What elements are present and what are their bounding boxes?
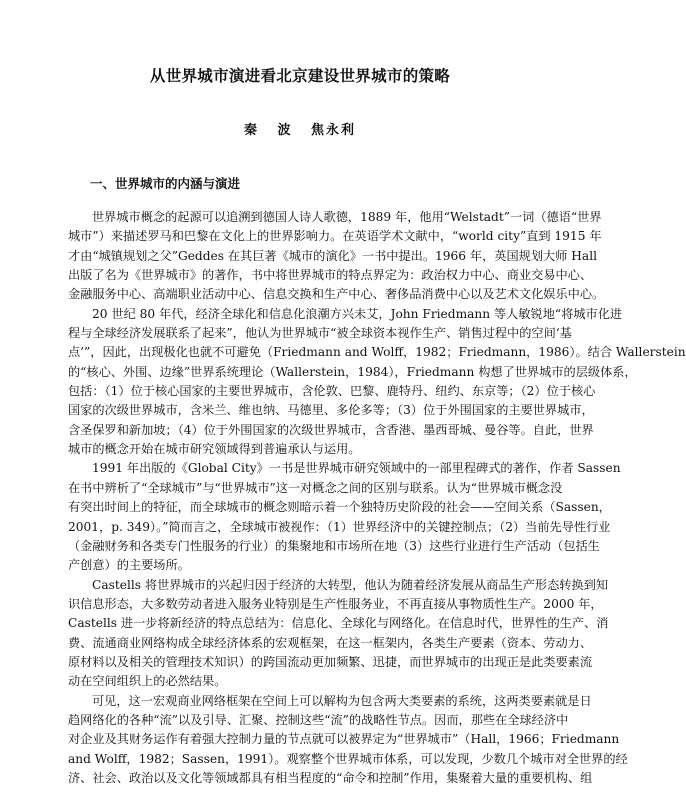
text-line: 可见，这一宏观商业网络框架在空间上可以解构为包含两大类要素的系统，这两类要素就是日 — [92, 693, 592, 708]
text-line: 含圣保罗和新加坡；（4）位于外围国家的次级世界城市，含香港、墨西哥城、曼谷等。自此，世界 — [68, 422, 594, 437]
body-text — [68, 208, 686, 788]
section-heading: 一、世界城市的内涵与演进 — [90, 176, 241, 191]
text-line: 济、社会、政治以及文化等领域都具有相当程度的“命令和控制”作用，集聚着大量的重要机构、组 — [68, 770, 593, 785]
paragraph — [68, 576, 609, 692]
text-line: 有突出时间上的特征，而全球城市的概念则暗示着一个独特历史阶段的社会——空间关系（Sassen， — [68, 500, 611, 515]
text-line: 趋网络化的各种“流”以及引导、汇聚、控制这些“流”的战略性节点。因而，那些在全球经济中 — [68, 712, 569, 727]
text-line: 点’”，因此，出现极化也就不可避免（Friedmann and Wolff，1982；Friedmann，1986）。结合 Wallerstein — [68, 345, 686, 360]
text-line: and Wolff，1982；Sassen，1991）。观察整个世界城市体系，可以发现，少数几个城市对全世界的经 — [68, 751, 628, 766]
text-line: 原材料以及相关的管理技术知识）的跨国流动更加频繁、迅捷，而世界城市的出现正是此类要素流 — [68, 654, 593, 669]
text-line: 的“核心、外围、边缘”世界系统理论（Wallerstein，1984），Friedmann 构想了世界城市的层级体系， — [68, 364, 637, 379]
text-line: Castells 进一步将新经济的特点总结为：信息化、全球化与网络化。在信息时代，世界性的生产、消 — [68, 616, 609, 631]
text-line: 包括：（1）位于核心国家的主要世界城市，含伦敦、巴黎、鹿特丹、纽约、东京等；（2）位于核心 — [68, 384, 596, 399]
paragraph — [68, 208, 605, 305]
text-line: 20 世纪 80 年代，经济全球化和信息化浪潮方兴未艾，John Friedmann 等人敏锐地“将城市化进 — [92, 306, 623, 321]
text-line: 金融服务中心、高端职业活动中心、信息交换和生产中心、奢侈品消费中心以及艺术文化娱乐中心。 — [68, 287, 605, 302]
paragraph — [68, 459, 621, 575]
text-line: 世界城市概念的起源可以追溯到德国人诗人歌德，1889 年，他用“Welstadt”一词（德语“世界 — [92, 210, 602, 224]
text-line: （金融财务和各类专门性服务的行业）的集聚地和市场所在地（3）这些行业进行生产活动（包括生 — [68, 538, 600, 553]
text-line: 才由“城镇规划之父”Geddes 在其巨著《城市的演化》一书中提出。1966 年，英国规划大师 Hall — [68, 248, 597, 263]
text-line: 国家的次级世界城市，含米兰、维也纳、马德里、多伦多等；（3）位于外围国家的主要世界城市， — [68, 403, 594, 418]
text-line: 出版了名为《世界城市》的著作，书中将世界城市的特点界定为：政治权力中心、商业交易中心、 — [68, 268, 593, 283]
authors: 秦 波 焦永利 — [243, 123, 357, 138]
text-line: 2001，p. 349）。”简而言之，全球城市被视作：（1）世界经济中的关键控制点；（2）当前先导性行业 — [68, 519, 611, 534]
text-line: 产创意）的主要场所。 — [68, 558, 190, 573]
text-line: 程与全球经济发展联系了起来”，他认为世界城市“被全球资本视作生产、销售过程中的空间‘基 — [68, 326, 572, 341]
text-line: 城市的概念开始在城市研究领域得到普遍承认与运用。 — [68, 442, 361, 457]
paragraph — [68, 692, 628, 789]
text-line: Castells 将世界城市的兴起归因于经济的大转型，他认为随着经济发展从商品生产形态转换到知 — [92, 577, 609, 592]
text-line: 费、流通商业网络构成全球经济体系的宏观框架，在这一框架内，各类生产要素（资本、劳动力、 — [68, 635, 593, 650]
text-line: 在书中辨析了“全球城市”与“世界城市”这一对概念之间的区别与联系。认为“世界城市概念没 — [68, 480, 563, 495]
text-line: 动在空间组织上的必然结果。 — [68, 674, 227, 689]
text-line: 城市”）来描述罗马和巴黎在文化上的世界影响力。在英语学术文献中，“world city”直到 1915 年 — [68, 229, 602, 244]
paragraph — [68, 305, 686, 460]
text-line: 1991 年出版的《Global City》一书是世界城市研究领域中的一部里程碑式的著作，作者 Sassen — [92, 461, 621, 476]
paper-title: 从世界城市演进看北京建设世界城市的策略 — [149, 67, 451, 85]
text-line: 对企业及其财务运作有着强大控制力量的节点就可以被界定为“世界城市”（Hall，1966；Friedmann — [68, 732, 620, 747]
text-line: 识信息形态，大多数劳动者进入服务业特别是生产性服务业，不再直接从事物质性生产。2000 年， — [68, 596, 603, 611]
